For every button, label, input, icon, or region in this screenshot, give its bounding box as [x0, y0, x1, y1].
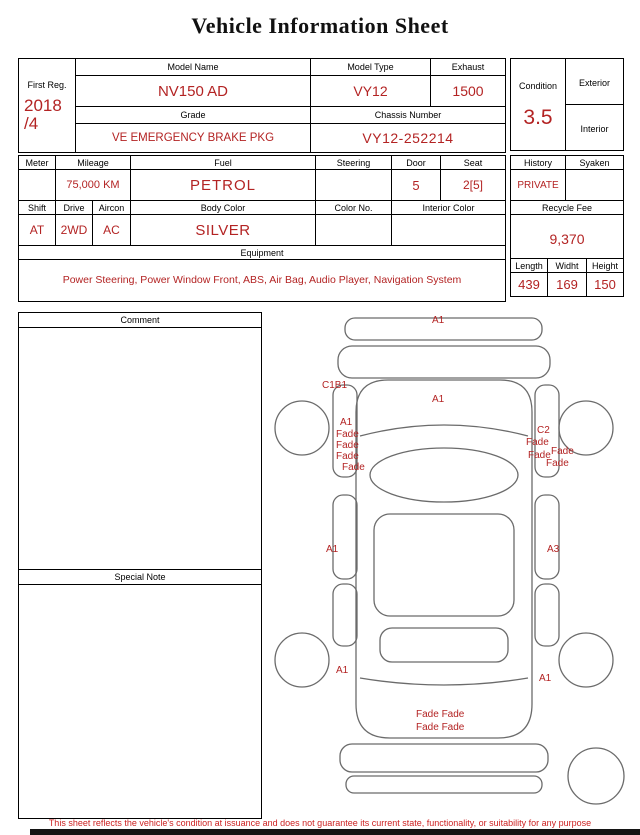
special-note-section: [19, 570, 261, 816]
exhaust-label: Exhaust: [431, 59, 506, 76]
model-name-value: NV150 AD: [76, 76, 311, 107]
damage-mark: Fade: [342, 462, 365, 473]
grade-label: Grade: [76, 107, 311, 124]
rear-window-shape: [380, 628, 508, 662]
damage-mark: Fade: [336, 451, 359, 462]
windshield-shape: [370, 448, 518, 502]
damage-mark: A1: [432, 315, 445, 326]
interior-color-label: Interior Color: [392, 201, 506, 215]
length-label: Length: [511, 259, 548, 273]
damage-mark: Fade: [336, 440, 359, 451]
left-rear-quarter-panel: [333, 584, 357, 646]
right-front-fender-panel: [535, 385, 559, 477]
condition-table: [510, 58, 624, 151]
fuel-value: PETROL: [131, 170, 316, 201]
dimensions-table: [510, 258, 624, 297]
rear-left-wheel: [275, 633, 329, 687]
shift-value: AT: [19, 215, 56, 246]
equipment-value: Power Steering, Power Window Front, ABS, Air Bag, Audio Player, Navigation System: [19, 260, 506, 302]
chassis-number-value: VY12-252214: [311, 124, 506, 153]
damage-mark: Fade: [526, 437, 549, 448]
condition-grade-value: 3.5: [523, 106, 553, 129]
recycle-fee-value: 9,370: [511, 215, 624, 264]
interior-cell: [566, 105, 624, 151]
damage-mark: A1: [432, 394, 445, 405]
vehicle-specs-table: [18, 155, 506, 302]
model-type-value: VY12: [311, 76, 431, 107]
damage-mark: A1: [336, 665, 349, 676]
first-reg-label: First Reg.: [27, 79, 67, 90]
steering-value-cell: [316, 170, 392, 201]
damage-mark: C2: [537, 425, 550, 436]
width-value: 169: [548, 273, 587, 297]
history-value: PRIVATE: [511, 170, 566, 201]
vehicle-identity-table: [18, 58, 506, 153]
condition-cell: [511, 59, 566, 151]
damage-mark: A1: [539, 673, 552, 684]
interior-color-value-cell: [392, 215, 506, 246]
disclaimer-text: This sheet reflects the vehicle's condition at issuance and does not guarantee its current state, functionality, or suitability for any purpose: [48, 818, 592, 828]
right-front-door-panel: [535, 495, 559, 579]
first-reg-cell: [19, 59, 76, 153]
history-label: History: [511, 156, 566, 170]
roof-shape: [374, 514, 514, 616]
shift-label: Shift: [19, 201, 56, 215]
height-label: Height: [587, 259, 624, 273]
door-label: Door: [392, 156, 441, 170]
damage-mark: Fade: [546, 458, 569, 469]
model-type-label: Model Type: [311, 59, 431, 76]
damage-mark: C1B1: [322, 380, 348, 391]
syaken-value-cell: [566, 170, 624, 201]
car-body-outline: [356, 380, 532, 738]
rear-right-wheel: [559, 633, 613, 687]
damage-mark: Fade Fade: [416, 709, 465, 720]
rear-panel-shape: [346, 776, 542, 793]
model-name-label: Model Name: [76, 59, 311, 76]
spare-tire-shape: [568, 748, 624, 804]
front-panel-shape: [338, 346, 550, 378]
color-no-label: Color No.: [316, 201, 392, 215]
meter-label: Meter: [19, 156, 56, 170]
equipment-label: Equipment: [19, 246, 506, 260]
interior-label: Interior: [580, 123, 609, 134]
drive-label: Drive: [56, 201, 93, 215]
seat-label: Seat: [441, 156, 506, 170]
exterior-label: Exterior: [578, 77, 610, 88]
notes-panel: [18, 312, 262, 819]
comment-label: Comment: [19, 313, 261, 328]
damage-mark: A3: [547, 544, 560, 555]
car-diagram: [268, 312, 636, 812]
length-value: 439: [511, 273, 548, 297]
exterior-cell: [566, 59, 624, 105]
page-title: Vehicle Information Sheet: [191, 13, 449, 38]
damage-mark: Fade: [528, 450, 551, 461]
seat-value: 2[5]: [441, 170, 506, 201]
damage-mark: Fade: [551, 446, 574, 457]
meter-value-cell: [19, 170, 56, 201]
damage-mark: Fade Fade: [416, 722, 465, 733]
right-rear-quarter-panel: [535, 584, 559, 646]
drive-value: 2WD: [56, 215, 93, 246]
width-label: Widht: [548, 259, 587, 273]
body-color-value: SILVER: [131, 215, 316, 246]
recycle-fee-label: Recycle Fee: [511, 201, 624, 215]
aircon-value: AC: [93, 215, 131, 246]
fuel-label: Fuel: [131, 156, 316, 170]
first-reg-year: 2018: [24, 95, 62, 115]
left-front-fender-panel: [333, 385, 357, 477]
color-no-value-cell: [316, 215, 392, 246]
front-left-wheel: [275, 401, 329, 455]
damage-mark: A1: [326, 544, 339, 555]
first-reg-month: /4: [24, 114, 39, 133]
aircon-label: Aircon: [93, 201, 131, 215]
special-note-label: Special Note: [19, 570, 261, 585]
door-value: 5: [392, 170, 441, 201]
mileage-value: 75,000 KM: [56, 170, 131, 201]
hood-line: [360, 425, 528, 436]
damage-mark: Fade: [336, 429, 359, 440]
mileage-label: Mileage: [56, 156, 131, 170]
history-fee-table: [510, 155, 624, 264]
trunk-line: [360, 678, 528, 685]
body-color-label: Body Color: [131, 201, 316, 215]
scan-edge-bar: [30, 829, 640, 835]
height-value: 150: [587, 273, 624, 297]
rear-bumper-shape: [340, 744, 548, 772]
chassis-number-label: Chassis Number: [311, 107, 506, 124]
exhaust-value: 1500: [431, 76, 506, 107]
steering-label: Steering: [316, 156, 392, 170]
damage-mark: A1: [340, 417, 353, 428]
front-bumper-shape: [345, 315, 542, 340]
syaken-label: Syaken: [566, 156, 624, 170]
grade-value: VE EMERGENCY BRAKE PKG: [76, 124, 311, 153]
first-reg-value: [19, 90, 75, 134]
comment-section: [19, 313, 261, 570]
left-front-door-panel: [333, 495, 357, 579]
front-right-wheel: [559, 401, 613, 455]
condition-label: Condition: [518, 81, 558, 91]
